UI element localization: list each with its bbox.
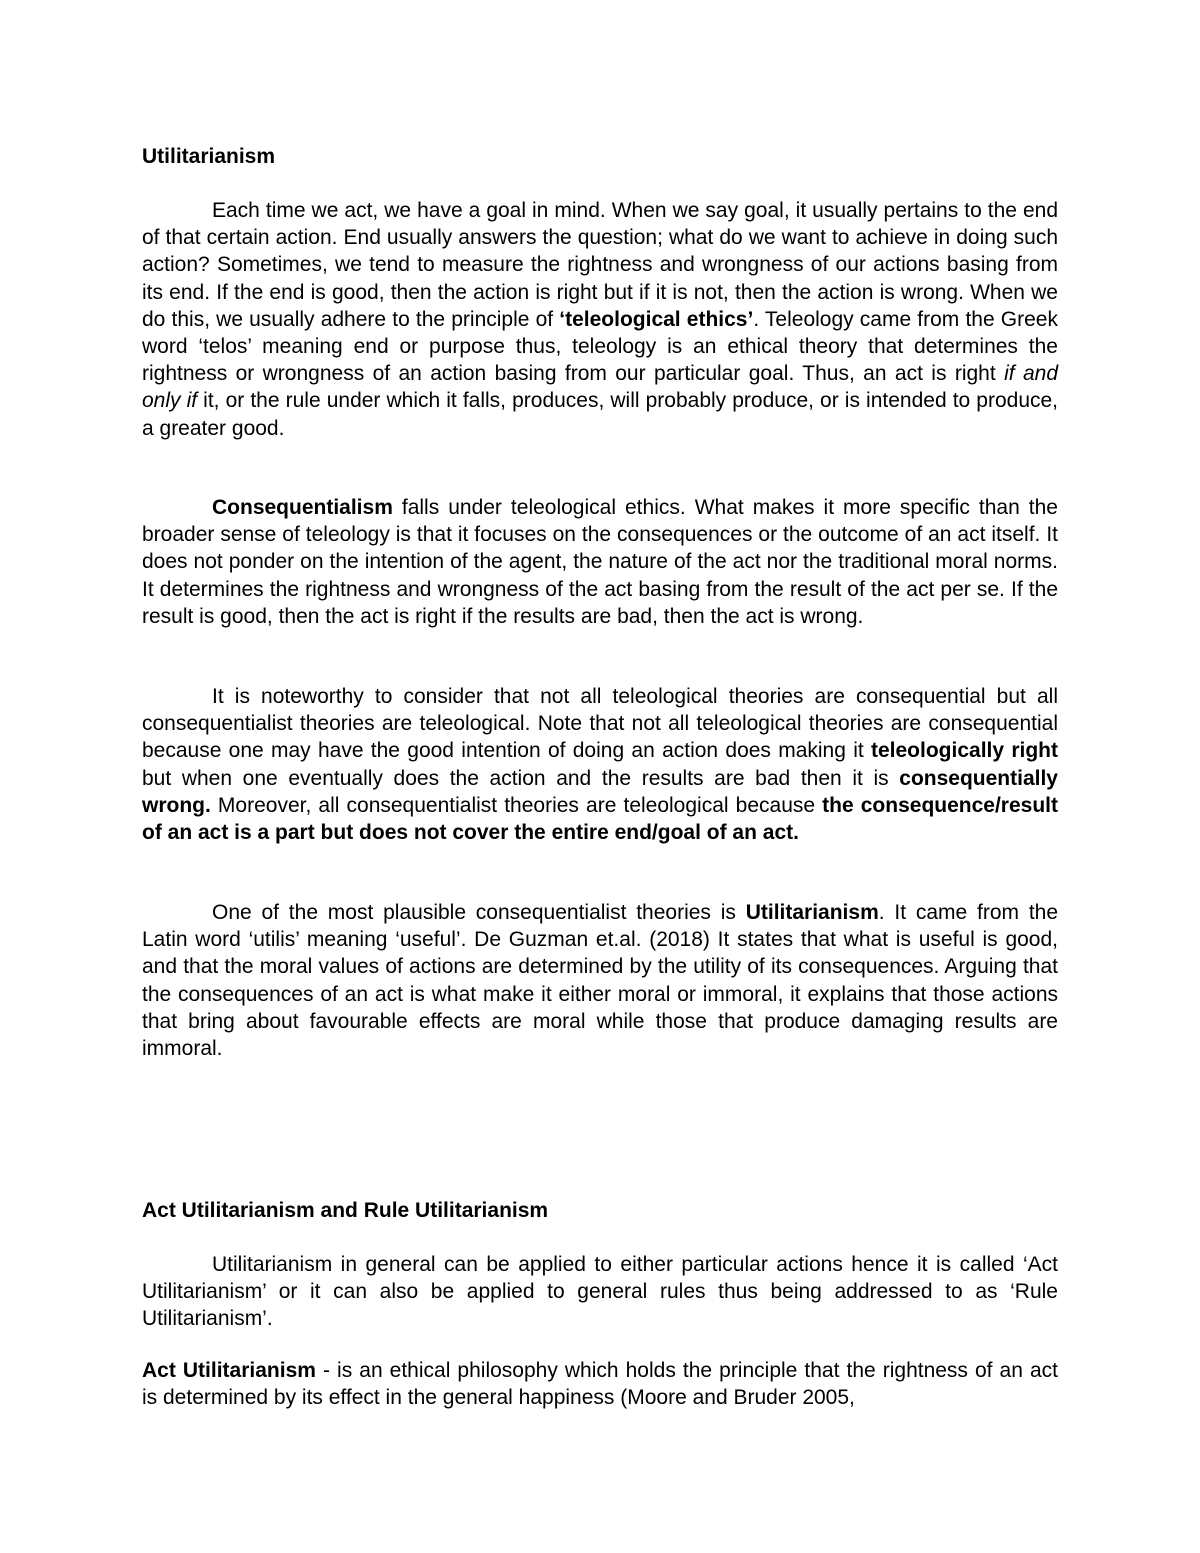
text-run: falls under teleological ethics. What makes it more specific than the broader sense of teleology is that it focuses on the consequences or the outcome of an act itself. It does not ponder on the intention of the agent, the nature of the act nor the traditional moral norms. It determines the rightness and wrongness of the act basing from the result of the act per se. If the result is good, then the act is right if the results are bad, then the act is wrong. — [142, 496, 1058, 628]
text-run: but when one eventually does the action and the results are bad then it is — [142, 766, 900, 790]
text-run: . It came from the Latin word ‘utilis’ meaning ‘useful’. De Guzman et.al. (2018) It states that what is useful is good, and that the moral values of actions are determined by the utility of its consequences. Arguing that the consequences of an act is what make it either moral or immoral, it explains that those actions that bring about favourable effects are moral while those that produce damaging results are immoral. — [142, 901, 1059, 1061]
text-run: - is an ethical philosophy which holds the principle that the rightness of an act is determined by its effect in the general happiness (Moore and Bruder 2005, — [142, 1359, 1058, 1410]
bold-term-utilitarianism: Utilitarianism — [745, 901, 879, 924]
paragraph-act-utilitarianism — [142, 1357, 1058, 1411]
bold-term-act-utilitarianism: Act Utilitarianism — [142, 1359, 316, 1382]
bold-term-teleologically-right: teleologically right — [871, 739, 1058, 763]
section-heading-act-rule-utilitarianism: Act Utilitarianism and Rule Utilitarianism — [142, 1199, 549, 1222]
paragraph-teleological-vs-consequential — [142, 683, 1058, 846]
text-run: Each time we act, we have a goal in mind. When we say goal, it usually pertains to the end of that certain action. End usually answers the question; what do we want to achieve in doing such action? Sometimes, we tend to measure the rightness and wrongness of our actions basing from its end. If the end is good, then the action is right but if it is not, then the action is wrong. When we do this, we usually adhere to the principle of — [142, 199, 1058, 331]
text-run: It is noteworthy to consider that not all teleological theories are consequential but all consequentialist theories are teleological. Note that not all teleological theories are consequential because one may have the good intention of doing an action does making it — [142, 685, 1058, 763]
text-run: One of the most plausible consequentialist theories is — [212, 901, 746, 924]
bold-statement-consequence-part-of-end: the consequence/result of an act is a part but does not cover the entire end/goal of an act. — [142, 793, 1058, 845]
text-run: Utilitarianism in general can be applied to either particular actions hence it is called ‘Act Utilitarianism’ or it can also be applied to general rules thus being addressed to as ‘Rule Utilitarianism’. — [142, 1253, 1058, 1331]
paragraph-utilitarianism-definition — [142, 899, 1058, 1062]
section-heading-utilitarianism: Utilitarianism — [142, 145, 276, 168]
text-run: Moreover, all consequentialist theories are teleological because — [210, 793, 823, 817]
text-run: it, or the rule under which it falls, produces, will probably produce, or is intended to produce, a greater good. — [142, 389, 1059, 440]
italic-phrase-if-and-only-if: if and only if — [142, 362, 1058, 413]
paragraph-act-vs-rule — [142, 1251, 1058, 1333]
bold-term-consequentially-wrong: consequentially wrong. — [142, 766, 1058, 817]
paragraph-consequentialism — [142, 494, 1058, 630]
paragraph-teleology — [142, 197, 1058, 442]
bold-term-teleological-ethics: ‘teleological ethics’ — [559, 307, 754, 331]
bold-term-consequentialism: Consequentialism — [212, 496, 393, 519]
text-run: . Teleology came from the Greek word ‘telos’ meaning end or purpose thus, teleology is an ethical theory that determines the rightness or wrongness of an action basing from our particular goal. Thus, an act is right — [142, 307, 1058, 386]
